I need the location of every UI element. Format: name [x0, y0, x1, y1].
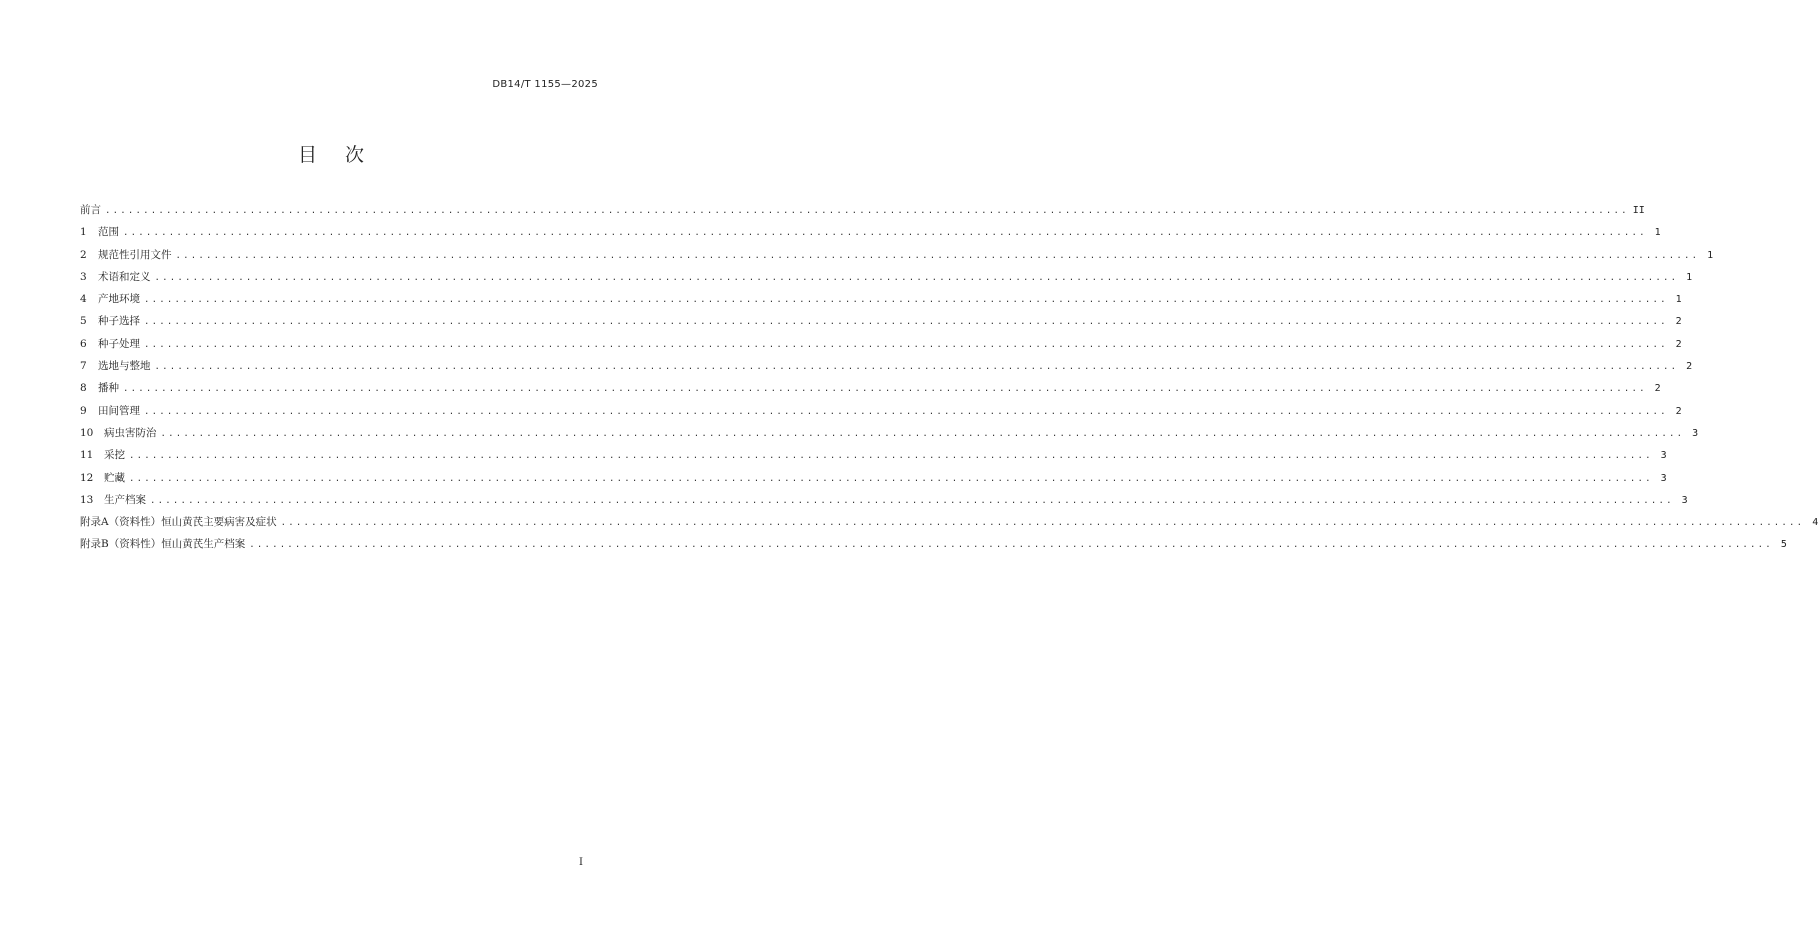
toc-entry-page: 3	[1692, 427, 1699, 439]
toc-entry[interactable]	[80, 244, 1714, 266]
toc-entry-number: 12	[80, 471, 94, 484]
toc-entry[interactable]	[80, 310, 1682, 332]
toc-entry-page: 1	[1707, 249, 1714, 261]
toc-entry-label: 播种	[98, 382, 119, 395]
toc-dot-leader: ........................................................................................................................................................................................................	[144, 317, 1668, 328]
toc-entry-page: 3	[1681, 494, 1688, 506]
toc-entry-page: 2	[1686, 361, 1693, 373]
toc-entry[interactable]	[80, 489, 1688, 511]
toc-entry-number: 11	[80, 449, 94, 462]
toc-entry-number: 6	[80, 337, 87, 350]
toc-entry[interactable]	[80, 377, 1661, 399]
toc-entry-label: 生产档案	[104, 493, 146, 506]
toc-entry-label: 田间管理	[98, 404, 140, 417]
toc-dot-leader: ........................................................................................................................................................................................................	[105, 206, 1629, 216]
toc-entry-label: 选地与整地	[98, 360, 151, 373]
toc-dot-leader: ........................................................................................................................................................................................................	[144, 339, 1668, 350]
toc-entry-label: 采挖	[104, 449, 125, 462]
toc-entry[interactable]	[80, 221, 1661, 243]
toc-entry-number: 5	[80, 315, 87, 328]
toc-entry-number: 2	[80, 248, 87, 261]
toc-entry-page: 1	[1686, 271, 1693, 283]
toc-dot-leader: ........................................................................................................................................................................................................	[144, 295, 1668, 306]
toc-entry-number: 8	[80, 382, 87, 395]
toc-entry[interactable]	[80, 400, 1682, 422]
toc-entry-page: 1	[1675, 294, 1682, 306]
toc-entry-number: 3	[80, 270, 87, 283]
toc-entry-label: 产地环境	[98, 293, 140, 306]
table-of-contents	[80, 199, 1818, 556]
toc-entry-number: 1	[80, 226, 87, 239]
toc-entry[interactable]	[80, 422, 1699, 444]
toc-entry[interactable]	[80, 444, 1667, 466]
toc-entry-label: 贮藏	[104, 471, 125, 484]
toc-entry[interactable]	[80, 511, 1818, 533]
toc-entry-page: 3	[1660, 472, 1667, 484]
toc-entry-number: 10	[80, 426, 94, 439]
toc-dot-leader: ........................................................................................................................................................................................................	[129, 473, 1653, 484]
toc-entry-label: 范围	[98, 226, 119, 239]
toc-entry[interactable]	[80, 266, 1693, 288]
toc-entry-number: 7	[80, 360, 87, 373]
toc-entry-page: 2	[1675, 338, 1682, 350]
toc-entry-number: 4	[80, 293, 87, 306]
toc-entry[interactable]	[80, 355, 1693, 377]
toc-entry-page: 2	[1675, 405, 1682, 417]
page-number: I	[579, 857, 583, 868]
toc-entry-number: 13	[80, 493, 94, 506]
toc-entry-page: 2	[1675, 316, 1682, 328]
toc-dot-leader: ........................................................................................................................................................................................................	[154, 362, 1679, 373]
toc-entry[interactable]	[80, 533, 1787, 555]
toc-entry[interactable]	[80, 199, 1645, 221]
toc-entry-page: 1	[1654, 227, 1661, 239]
toc-entry-page: 2	[1654, 383, 1661, 395]
toc-dot-leader: ........................................................................................................................................................................................................	[175, 250, 1700, 261]
toc-dot-leader: ........................................................................................................................................................................................................	[123, 228, 1647, 239]
toc-entry-label: 附录A（资料性）恒山黄芪主要病害及症状	[80, 516, 277, 529]
toc-dot-leader: ........................................................................................................................................................................................................	[154, 272, 1679, 283]
toc-entry-label: 术语和定义	[98, 270, 151, 283]
toc-entry[interactable]	[80, 467, 1667, 489]
toc-entry-page: 5	[1780, 539, 1787, 551]
toc-entry-label: 种子选择	[98, 315, 140, 328]
toc-dot-leader: ........................................................................................................................................................................................................	[150, 495, 1674, 506]
toc-entry-page: 3	[1660, 450, 1667, 462]
toc-entry-page: 4	[1812, 517, 1818, 529]
toc-entry[interactable]	[80, 333, 1682, 355]
toc-dot-leader: ........................................................................................................................................................................................................	[160, 428, 1685, 439]
toc-dot-leader: ........................................................................................................................................................................................................	[280, 518, 1805, 529]
toc-entry-label: 前言	[80, 204, 101, 216]
toc-entry-label: 规范性引用文件	[98, 248, 172, 261]
document-code: DB14/T 1155—2025	[492, 79, 598, 90]
toc-entry[interactable]	[80, 288, 1682, 310]
toc-dot-leader: ........................................................................................................................................................................................................	[144, 406, 1668, 417]
toc-entry-label: 种子处理	[98, 337, 140, 350]
toc-entry-number: 9	[80, 404, 87, 417]
toc-entry-page: II	[1632, 205, 1645, 216]
page-title: 目次	[297, 144, 392, 166]
toc-dot-leader: ........................................................................................................................................................................................................	[249, 540, 1773, 551]
toc-entry-label: 病虫害防治	[104, 426, 157, 439]
toc-entry-label: 附录B（资料性）恒山黄芪生产档案	[80, 538, 246, 551]
toc-dot-leader: ........................................................................................................................................................................................................	[129, 451, 1653, 462]
toc-dot-leader: ........................................................................................................................................................................................................	[123, 384, 1647, 395]
